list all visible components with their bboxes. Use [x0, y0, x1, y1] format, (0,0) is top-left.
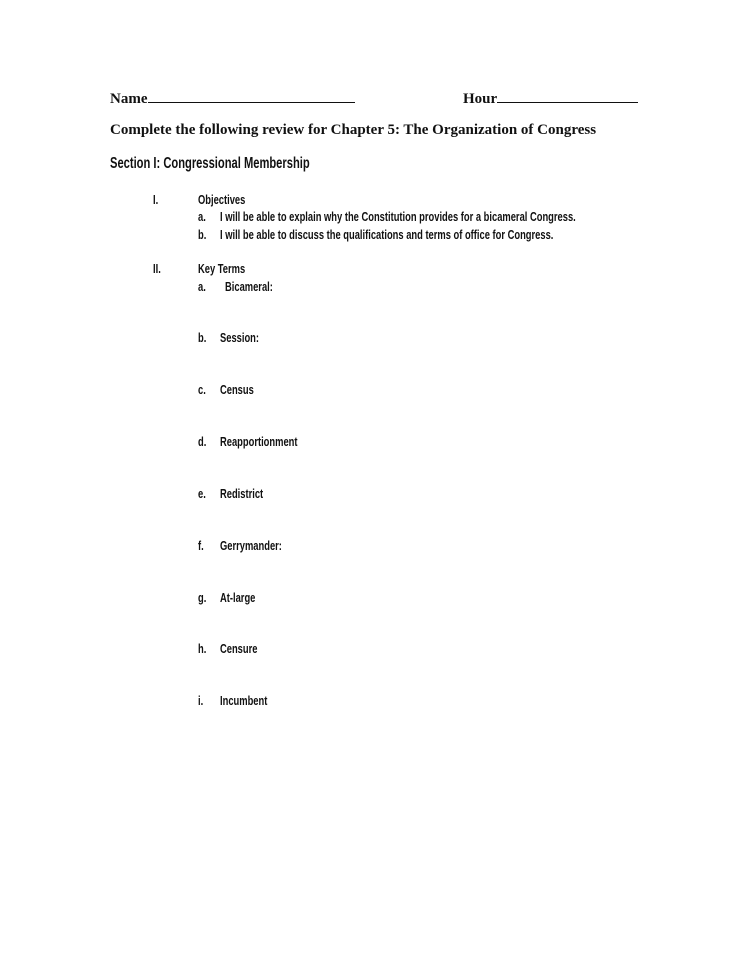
hour-row	[463, 88, 638, 108]
term-reapportionment: Reapportionment	[220, 434, 298, 449]
hour-blank-line[interactable]	[497, 88, 638, 103]
objective-letter: a.	[198, 209, 206, 224]
term-bicameral: Bicameral:	[225, 279, 273, 294]
objective-text: I will be able to explain why the Constitution provides for a bicameral Congress.	[220, 209, 576, 224]
objective-letter: b.	[198, 227, 207, 242]
key-terms-heading: Key Terms	[198, 261, 246, 276]
term-redistrict: Redistrict	[220, 486, 264, 501]
term-censure: Censure	[220, 641, 258, 656]
term-letter: g.	[198, 590, 207, 605]
term-census: Census	[220, 382, 254, 397]
name-label: Name	[110, 91, 148, 107]
term-letter: d.	[198, 434, 207, 449]
term-gerrymander: Gerrymander:	[220, 538, 282, 553]
term-session: Session:	[220, 330, 260, 345]
term-at-large: At-large	[220, 590, 256, 605]
term-letter: b.	[198, 330, 207, 345]
section-title: Section I: Congressional Membership	[110, 155, 310, 172]
key-terms-numeral: II.	[153, 261, 161, 276]
term-letter: c.	[198, 382, 206, 397]
term-incumbent: Incumbent	[220, 693, 268, 708]
term-letter: f.	[198, 538, 204, 553]
hour-label: Hour	[463, 91, 498, 107]
name-blank-line[interactable]	[148, 88, 355, 103]
term-letter: h.	[198, 641, 207, 656]
term-letter: i.	[198, 693, 204, 708]
objective-text: I will be able to discuss the qualifications and terms of office for Congress.	[220, 227, 554, 242]
name-row	[110, 88, 355, 108]
objectives-heading: Objectives	[198, 192, 246, 207]
instruction-text: Complete the following review for Chapter 5: The Organization of Congress	[110, 122, 597, 138]
term-letter: e.	[198, 486, 206, 501]
objectives-numeral: I.	[153, 192, 159, 207]
term-letter: a.	[198, 279, 206, 294]
